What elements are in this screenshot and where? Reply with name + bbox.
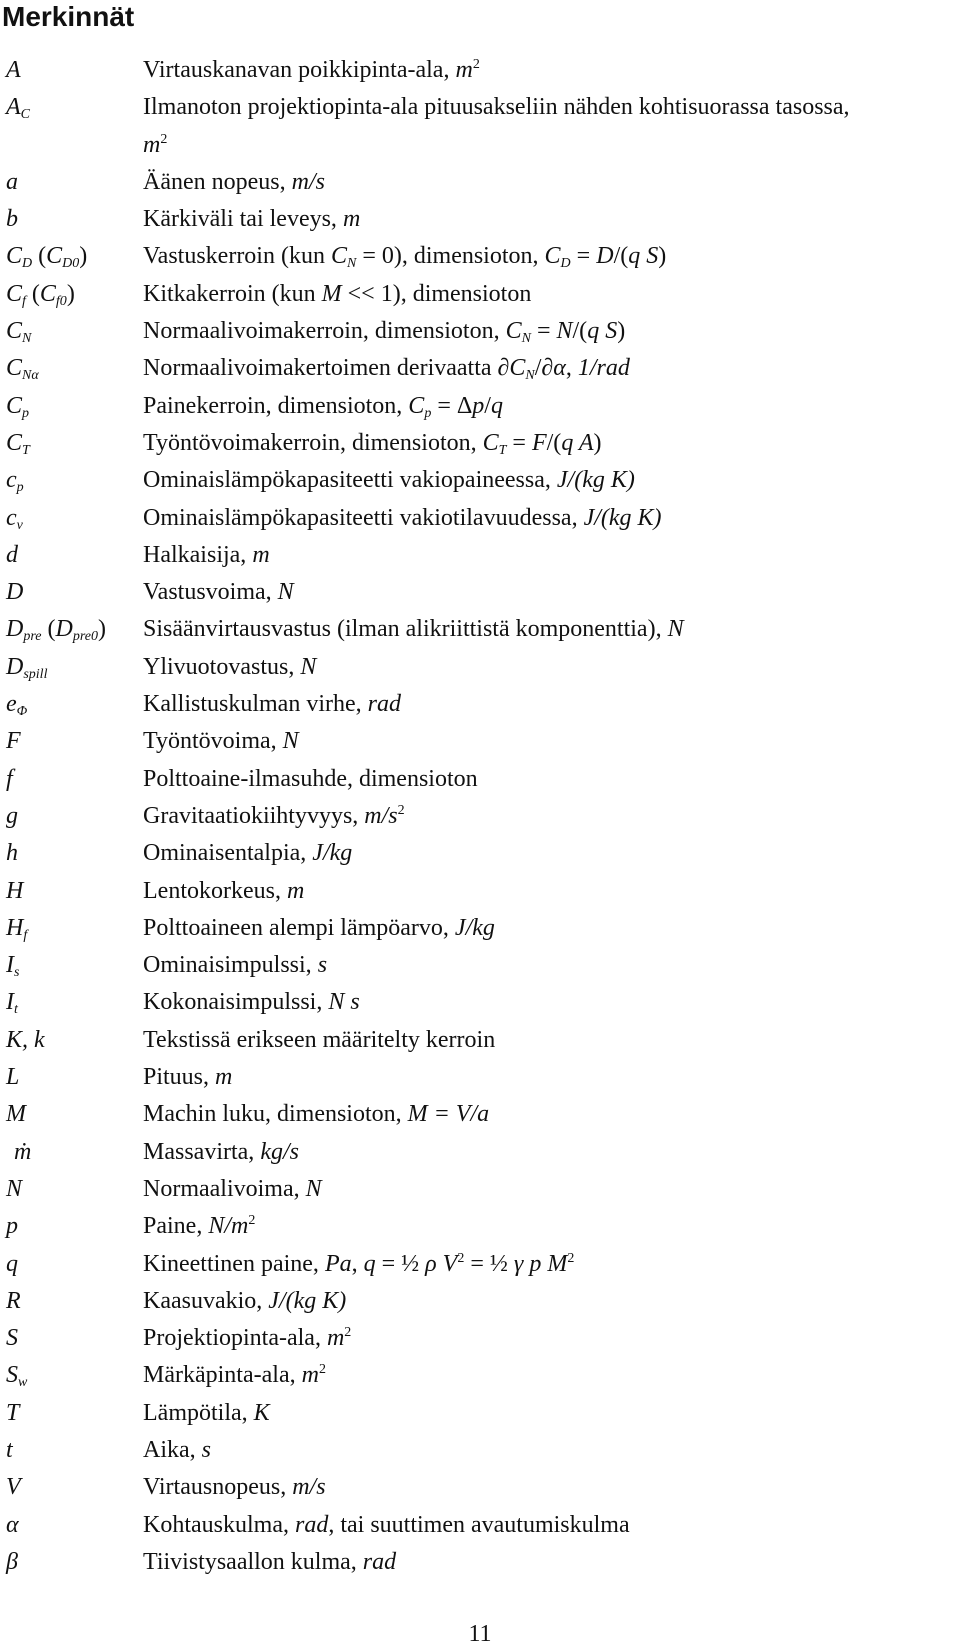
symbol: ṁ [14,1138,32,1165]
description: Normaalivoimakertoimen derivaatta $\partial C_N/\partial\alpha$, 1/rad [143,355,630,384]
notation-row [0,89,960,164]
notation-row [0,388,960,425]
description: Ylivuotovastus, N [143,653,317,680]
symbol: d [6,541,18,568]
description: Ominaislämpökapasiteetti vakiopaineessa, J/(kg K) [143,467,635,494]
notation-row [0,947,960,984]
description: Paine, $N/m^2$ [143,1213,256,1240]
description: Märkäpinta-ala, $m^2$ [143,1362,326,1389]
notation-row [0,52,960,89]
description: Työntövoimakerroin, dimensioton, $C_T = F/(q$ A) [143,429,602,458]
notation-row [0,1283,960,1320]
description: Sisäänvirtausvastus (ilman alikriittistä komponenttia), N [143,616,684,643]
symbol: p [6,1213,18,1240]
page-heading: Merkinnät [2,1,135,32]
symbol: L [6,1064,20,1091]
page-number: 11 [468,1621,492,1647]
symbol: $c_p$ [6,467,24,496]
symbol: α [6,1511,19,1538]
notation-row [0,574,960,611]
symbol: b [6,206,18,233]
description: Massavirta, kg/s [143,1138,299,1165]
description: Kärkiväli tai leveys, m [143,206,361,233]
description: Tekstissä erikseen määritelty kerroin [143,1026,496,1053]
description: Lentokorkeus, m [143,877,305,904]
description: Tiivistysaallon kulma, rad [143,1548,397,1575]
symbol: $I_s$ [6,952,20,981]
symbol: V [6,1474,21,1501]
notation-row [0,686,960,723]
notation-row [0,1171,960,1208]
description: Polttoaineen alempi lämpöarvo, J/kg [143,914,495,941]
notation-list [0,52,960,1581]
notation-row [0,238,960,275]
symbol: g [6,802,18,829]
symbol: A [6,57,21,83]
symbol: $C_D$ $(C_{D0})$ [6,243,88,272]
notation-row [0,1096,960,1133]
notation-row [0,835,960,872]
description: Kallistuskulman virhe, rad [143,691,401,718]
symbol: $e_\Phi$ [6,691,28,720]
symbol: $C_{N\alpha}$ [6,355,39,384]
symbol: T [6,1399,20,1426]
symbol: $I_t$ [6,989,18,1018]
description: Vastuskerroin (kun $C_N = 0$), dimensioton, $C_D = D/(q$ S) [143,243,667,272]
notation-row [0,1544,960,1581]
symbol: M [6,1101,26,1128]
description: Normaalivoima, N [143,1175,322,1202]
notation-row [0,873,960,910]
notation-row [0,425,960,462]
symbol: $C_p$ [6,392,30,421]
notation-row [0,1507,960,1544]
notation-row [0,537,960,574]
notation-row [0,462,960,499]
notation-row [0,761,960,798]
notation-row [0,500,960,537]
description: Machin luku, dimensioton, M = V/a [143,1101,490,1128]
symbol: H [6,877,24,904]
description: Ominaisimpulssi, s [143,952,328,979]
symbol: S [6,1325,18,1352]
symbol: $S_w$ [6,1362,28,1391]
description: Aika, s [143,1436,211,1463]
notation-row [0,1246,960,1283]
description: Ilmanoton projektiopinta-ala pituusakseliin nähden kohtisuorassa tasossa, $m^2$ [143,94,850,158]
notation-row [0,1469,960,1506]
description: Kohtauskulma, rad, tai suuttimen avautumiskulma [143,1511,630,1538]
notation-row [0,1395,960,1432]
description: Pituus, m [143,1064,233,1091]
symbol: f [6,765,13,792]
description: Normaalivoimakerroin, dimensioton, $C_N = N/(q$ S) [143,318,626,347]
notation-row [0,1320,960,1357]
description: Ominaislämpökapasiteetti vakiotilavuudessa, J/(kg K) [143,504,662,531]
description: Virtauskanavan poikkipinta-ala, $m^2$ [143,57,480,83]
notation-row [0,1022,960,1059]
symbol: R [6,1287,21,1314]
notation-row [0,1134,960,1171]
description: Projektiopinta-ala, $m^2$ [143,1325,352,1352]
symbol: β [6,1548,18,1575]
notation-row [0,984,960,1021]
symbol: h [6,840,18,867]
symbol: $A_C$ [6,94,31,123]
notation-row [0,1432,960,1469]
description: Gravitaatiokiihtyvyys, $m/s^2$ [143,802,405,829]
symbol: a [6,168,18,195]
description: Ominaisentalpia, J/kg [143,840,353,867]
notation-row [0,313,960,350]
notation-row [0,1208,960,1245]
description: Kokonaisimpulssi, N s [143,989,360,1016]
notation-row [0,276,960,313]
description: Lämpötila, K [143,1399,270,1426]
notation-row [0,350,960,387]
description: Kitkakerroin (kun M << 1), dimensioton [143,280,532,307]
symbol: t [6,1436,13,1463]
symbol: D [6,579,24,606]
description: Polttoaine-ilmasuhde, dimensioton [143,765,478,792]
symbol: $C_N$ [6,318,32,347]
description: Työntövoima, N [143,728,299,755]
symbol: K, k [6,1026,45,1053]
symbol: $c_v$ [6,504,23,533]
symbol: q [6,1250,18,1277]
notation-row [0,723,960,760]
symbol: F [6,728,21,755]
description: Äänen nopeus, m/s [143,168,325,195]
notation-row [0,798,960,835]
notation-row [0,1357,960,1394]
description: Painekerroin, dimensioton, $C_p = \Delta p/q$ [143,392,503,421]
symbol: $C_T$ [6,429,30,458]
description: Vastusvoima, N [143,579,294,606]
notation-row [0,164,960,201]
description: Virtausnopeus, m/s [143,1474,326,1501]
description: Halkaisija, m [143,541,270,568]
description: Kaasuvakio, J/(kg K) [143,1287,347,1314]
notation-row [0,611,960,648]
symbol: N [6,1175,23,1202]
symbol: $D_{spill}$ [6,653,48,682]
notation-row [0,910,960,947]
symbol: $H_f$ [6,914,28,943]
notation-row [0,201,960,238]
symbol: $C_f$ $(C_{f0})$ [6,280,75,309]
symbol: $D_{pre}$ $(D_{pre0})$ [6,616,106,645]
notation-row [0,649,960,686]
description: Kineettinen paine, Pa, q = ½ ρ $V^2$ = ½ γ p $M^2$ [143,1250,575,1277]
notation-row [0,1059,960,1096]
